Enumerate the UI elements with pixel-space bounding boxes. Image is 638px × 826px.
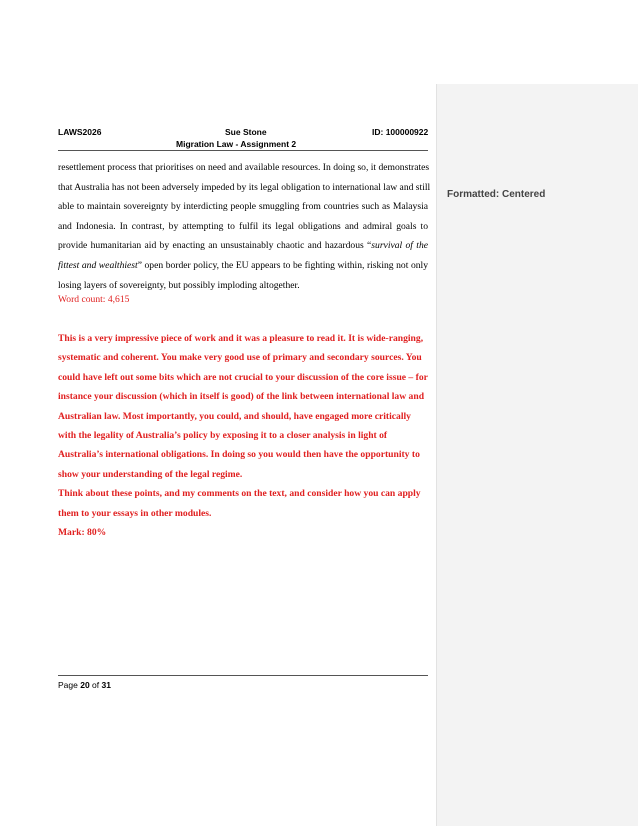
body-paragraph <box>58 158 431 295</box>
feedback-line: could have left out some bits which are not crucial to your discussion of the core issue – for <box>58 371 428 383</box>
feedback-line: show your understanding of the legal regime. <box>58 468 243 480</box>
page-total: 31 <box>101 680 111 690</box>
body-line-text: ” open border policy, the EU appears to be fighting within, risking not only <box>137 259 428 271</box>
body-line: losing layers of sovereignty, but possibly imploding altogether. <box>58 279 300 291</box>
feedback-line: systematic and coherent. You make very good use of primary and secondary sources. You <box>58 352 422 364</box>
page-current: 20 <box>80 680 90 690</box>
italic-quote: survival of the <box>371 240 428 252</box>
comments-pane <box>436 84 638 826</box>
header-course: LAWS2026 <box>58 127 102 137</box>
feedback-line: with the legality of Australia’s policy by exposing it to a closer analysis in light of <box>58 429 388 441</box>
body-line: resettlement process that prioritises on need and available resources. In doing so, it demonstrates <box>58 162 430 173</box>
feedback-line: This is a very impressive piece of work and it was a pleasure to read it. It is wide-ranging, <box>58 333 424 344</box>
comment-formatted-label: Formatted: Centered <box>447 189 546 200</box>
marker-feedback <box>58 329 434 542</box>
body-line: able to maintain sovereignty by interdicting people smuggling from countries such as Malaysia <box>58 201 428 213</box>
mark-line: Mark: 80% <box>58 526 107 538</box>
italic-quote: fittest and wealthiest <box>58 259 138 271</box>
page-of: of <box>89 680 102 690</box>
body-line <box>58 236 428 256</box>
header-subtitle: Migration Law - Assignment 2 <box>176 139 297 149</box>
feedback-line: Australia’s international obligations. In doing so you would then have the opportunity to <box>58 449 420 461</box>
header-student-id: ID: 100000922 <box>372 127 429 137</box>
word-count: Word count: 4,615 <box>58 294 130 305</box>
body-line <box>58 256 428 276</box>
body-line-text: provide humanitarian aid by enacting an unsustainably chaotic and hazardous “ <box>58 240 372 252</box>
body-line: and Indonesia. In contrast, by attempting to fulfil its legal obligations and admiral goals to <box>58 220 428 232</box>
feedback-line: them to your essays in other modules. <box>58 507 212 519</box>
header-rule <box>58 150 428 151</box>
footer-rule <box>58 675 428 676</box>
feedback-line: Australian law. Most importantly, you could, and should, have engaged more critically <box>58 410 411 422</box>
page-prefix: Page <box>58 680 81 690</box>
page-number <box>58 680 111 690</box>
feedback-line: Think about these points, and my comments on the text, and consider how you can apply <box>58 488 421 500</box>
body-line: that Australia has not been adversely impeded by its legal obligation to international law and still <box>58 181 431 193</box>
feedback-line: instance your discussion (which in itself is good) of the link between international law and <box>58 391 425 403</box>
header-author: Sue Stone <box>225 127 267 137</box>
